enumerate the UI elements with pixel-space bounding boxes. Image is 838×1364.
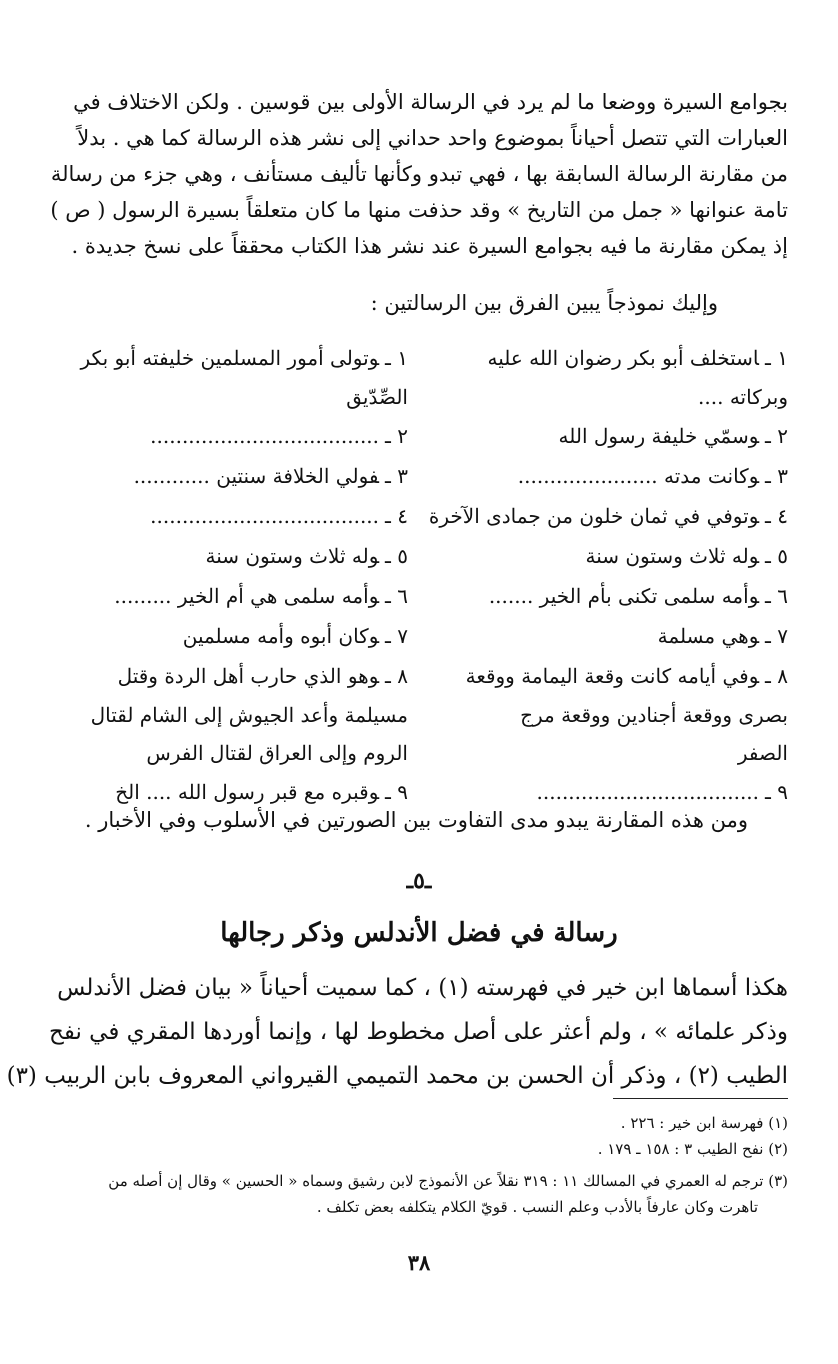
- comparison-conclusion: ومن هذه المقارنة يبدو مدى التفاوت بين الصورتين في الأسلوب وفي الأخبار .: [84, 808, 748, 832]
- paragraph-line: إذ يمكن مقارنة ما فيه بجوامع السيرة عند نشر هذا الكتاب محققاً على نسخ جديدة .: [71, 234, 788, 258]
- list-item: ٦ ـوأمه سلمى هي أم الخير .........: [114, 584, 408, 608]
- list-item: ٨ ـوهو الذي حارب أهل الردة وقتل مسيلمة وأعد الجيوش إلى الشام لقتال الروم وإلى العراق لقتال الفرس: [90, 664, 408, 765]
- list-item: ٥ ـوله ثلاث وستون سنة: [205, 544, 408, 568]
- paragraph-line: من مقارنة الرسالة السابقة بها ، فهي تبدو وكأنها تأليف مستأنف ، وهي جزء من رسالة: [50, 162, 788, 186]
- list-item: ١ ـوتولى أمور المسلمين خليفته أبو بكر الصِّدّيق: [80, 346, 408, 409]
- list-item: ١ ـاستخلف أبو بكر رضوان الله عليه وبركاته ....: [487, 346, 788, 409]
- list-item: ٤ ـ....................................: [150, 504, 408, 528]
- list-item: ٨ ـوفي أيامه كانت وقعة اليمامة ووقعة بصرى ووقعة أجنادين ووقعة مرج الصفر: [465, 664, 788, 765]
- list-item: ٢ ـ....................................: [150, 424, 408, 448]
- list-item: ٣ ـفولي الخلافة سنتين ............: [133, 464, 408, 488]
- list-item: ٣ ـوكانت مدته ......................: [517, 464, 788, 488]
- paragraph-line: العبارات التي تتصل أحياناً بموضوع واحد حداني إلى نشر هذه الرسالة كما هي . بدلاً: [77, 126, 788, 150]
- paragraph-line: تامة عنوانها « جمل من التاريخ » وقد حذفت منها ما كان متعلقاً بسيرة الرسول ( ص ): [50, 198, 788, 222]
- paragraph-line: وذكر علمائه » ، ولم أعثر على أصل مخطوط لها ، وإنما أوردها المقري في نفح: [48, 1019, 788, 1045]
- list-item: ٧ ـوهي مسلمة: [657, 624, 788, 648]
- list-item: ٥ ـوله ثلاث وستون سنة: [585, 544, 788, 568]
- paragraph-line: هكذا أسماها ابن خير في فهرسته (١) ، كما سميت أحياناً « بيان فضل الأندلس: [57, 975, 788, 1001]
- list-item: ٦ ـوأمه سلمى تكنى بأم الخير .......: [488, 584, 788, 608]
- list-item: ٩ ـ...................................: [536, 780, 788, 804]
- footnote: (١) فهرسة ابن خير : ٢٢٦ .: [620, 1114, 788, 1132]
- comparison-intro: وإليك نموذجاً يبين الفرق بين الرسالتين :: [370, 291, 718, 315]
- footnote: (٢) نفح الطيب ٣ : ١٥٨ ـ ١٧٩ .: [597, 1140, 788, 1158]
- right-column: [428, 338, 788, 812]
- paragraph-2: [6, 966, 788, 1098]
- list-item: ٢ ـوسمّي خليفة رسول الله: [558, 424, 788, 448]
- section-heading: رسالة في فضل الأندلس وذكر رجالها: [220, 918, 618, 948]
- footnote-divider: [613, 1098, 788, 1099]
- paragraph-line: الطيب (٢) ، وذكر أن الحسن بن محمد التميمي القيرواني المعروف بابن الربيب (٣): [6, 1063, 788, 1089]
- list-item: ٧ ـوكان أبوه وأمه مسلمين: [182, 624, 408, 648]
- footnote-continuation: تاهرت وكان عارفاً بالأدب وعلم النسب . قويّ الكلام يتكلفه بعض تكلف .: [316, 1198, 758, 1216]
- paragraph-1: [50, 84, 788, 264]
- footnote: (٣) ترجم له العمري في المسالك ١١ : ٣١٩ نقلاً عن الأنموذج لابن رشيق وسماه « الحسين » وقال إن أصله من: [108, 1172, 788, 1190]
- page-number: ٣٨: [407, 1250, 431, 1275]
- paragraph-line: بجوامع السيرة ووضعا ما لم يرد في الرسالة الأولى بين قوسين . ولكن الاختلاف في: [73, 90, 788, 114]
- section-number: ـ٥ـ: [406, 868, 432, 894]
- list-item: ٩ ـوقبره مع قبر رسول الله .... الخ: [115, 780, 408, 804]
- list-item: ٤ ـوتوفي في ثمان خلون من جمادى الآخرة: [428, 504, 788, 528]
- left-column: [78, 338, 408, 812]
